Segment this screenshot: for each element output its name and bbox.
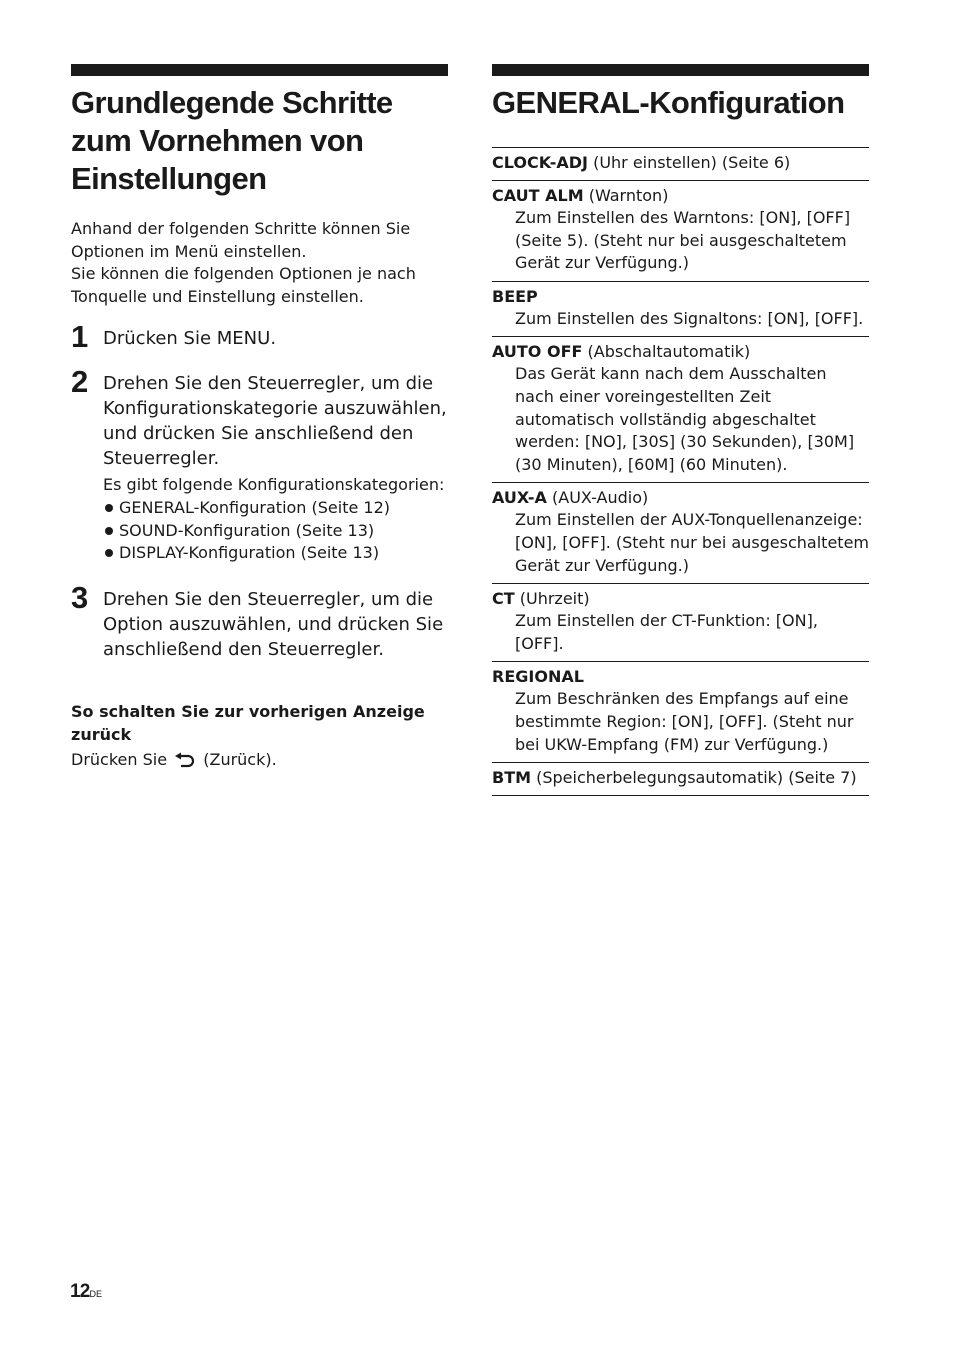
list-item: SOUND-Konfiguration (Seite 13) <box>103 520 448 543</box>
item-description: Zum Einstellen der CT-Funktion: [ON], [OFF]. <box>515 611 818 653</box>
section-rule <box>71 64 448 76</box>
list-item <box>492 483 869 584</box>
item-description: Zum Einstellen des Warntons: [ON], [OFF] (Seite 5). (Steht nur bei ausgeschaltetem Gerät zur Verfügung.) <box>515 208 851 273</box>
intro-paragraph: Sie können die folgenden Optionen je nach Tonquelle und Einstellung einstellen. <box>71 264 416 306</box>
list-item <box>492 148 869 181</box>
item-key: BTM <box>492 768 532 788</box>
step-subtext: Es gibt folgende Konfigurationskategorien: <box>103 475 445 495</box>
language-code: DE <box>89 1289 103 1299</box>
page-title: Grundlegende Schritte zum Vornehmen von Einstellungen <box>71 85 393 196</box>
item-title <box>492 184 869 207</box>
item-suffix: (Uhrzeit) <box>519 589 590 609</box>
item-title <box>492 766 869 789</box>
list-item <box>492 584 869 662</box>
item-suffix: (AUX-Audio) <box>552 488 649 508</box>
back-arrow-icon <box>172 752 198 768</box>
settings-list <box>492 147 869 796</box>
section-title: GENERAL-Konfiguration <box>492 85 845 120</box>
list-item <box>492 662 869 763</box>
step-3 <box>71 579 448 662</box>
step-text: Drehen Sie den Steuerregler, um die Konfigurationskategorie auszuwählen, und drücken Sie anschließend den Steuerregler. <box>103 373 447 470</box>
intro-paragraph: Anhand der folgenden Schritte können Sie Optionen im Menü einstellen. <box>71 219 411 261</box>
list-item <box>492 181 869 282</box>
list-item: GENERAL-Konfiguration (Seite 12) <box>103 497 448 520</box>
item-key: BEEP <box>492 286 538 306</box>
item-title <box>492 285 869 308</box>
item-title <box>492 340 869 363</box>
step-text: Drücken Sie MENU. <box>103 328 277 350</box>
item-title <box>492 587 869 610</box>
item-title <box>492 486 869 509</box>
back-text-after: (Zurück). <box>203 749 277 769</box>
list-item: DISPLAY-Konfiguration (Seite 13) <box>103 542 448 565</box>
step-number: 2 <box>71 364 88 400</box>
page-number <box>70 1281 102 1303</box>
step-2 <box>71 364 448 564</box>
item-suffix: (Uhr einstellen) (Seite 6) <box>593 153 791 172</box>
item-title <box>492 665 869 688</box>
item-key: CT <box>492 589 515 609</box>
list-item <box>492 763 869 796</box>
step-text: Drehen Sie den Steuerregler, um die Option auszuwählen, und drücken Sie anschließend den Steuerregler. <box>103 588 444 660</box>
right-column <box>492 64 869 796</box>
item-suffix: (Warnton) <box>588 186 669 205</box>
step-number: 3 <box>71 579 88 615</box>
item-key: AUTO OFF <box>492 342 583 362</box>
item-key: CLOCK-ADJ <box>492 153 588 172</box>
section-rule <box>492 64 869 76</box>
back-instruction <box>71 748 448 771</box>
back-heading: So schalten Sie zur vorherigen Anzeige zurück <box>71 701 425 744</box>
item-description: Zum Einstellen des Signaltons: [ON], [OFF]. <box>515 308 864 328</box>
item-title <box>492 151 869 174</box>
item-suffix: (Speicherbelegungsautomatik) (Seite 7) <box>536 768 857 788</box>
page-number-value: 12 <box>70 1281 90 1302</box>
item-suffix: (Abschaltautomatik) <box>587 342 751 362</box>
back-text-before: Drücken Sie <box>71 749 168 769</box>
item-key: CAUT ALM <box>492 186 584 205</box>
item-key: REGIONAL <box>492 667 584 687</box>
item-description: Das Gerät kann nach dem Ausschalten nach einer voreingestellten Zeit automatisch vollständig abgeschaltet werden: [NO], [30S] (30 Sekunden), [30M] (30 Minuten), [60M] (60 Minuten). <box>515 364 855 474</box>
item-description: Zum Einstellen der AUX-Tonquellenanzeige: [ON], [OFF]. (Steht nur bei ausgeschaltetem Gerät zur Verfügung.) <box>515 510 869 575</box>
item-key: AUX-A <box>492 488 547 508</box>
list-item <box>492 282 869 338</box>
item-description: Zum Beschränken des Empfangs auf eine bestimmte Region: [ON], [OFF]. (Steht nur bei UKW-Empfang (FM) zur Verfügung.) <box>515 689 854 754</box>
step-number: 1 <box>71 319 88 355</box>
intro-text <box>71 218 448 308</box>
left-column <box>71 64 448 771</box>
category-list <box>103 497 448 565</box>
list-item <box>492 337 869 483</box>
step-1 <box>71 319 448 355</box>
